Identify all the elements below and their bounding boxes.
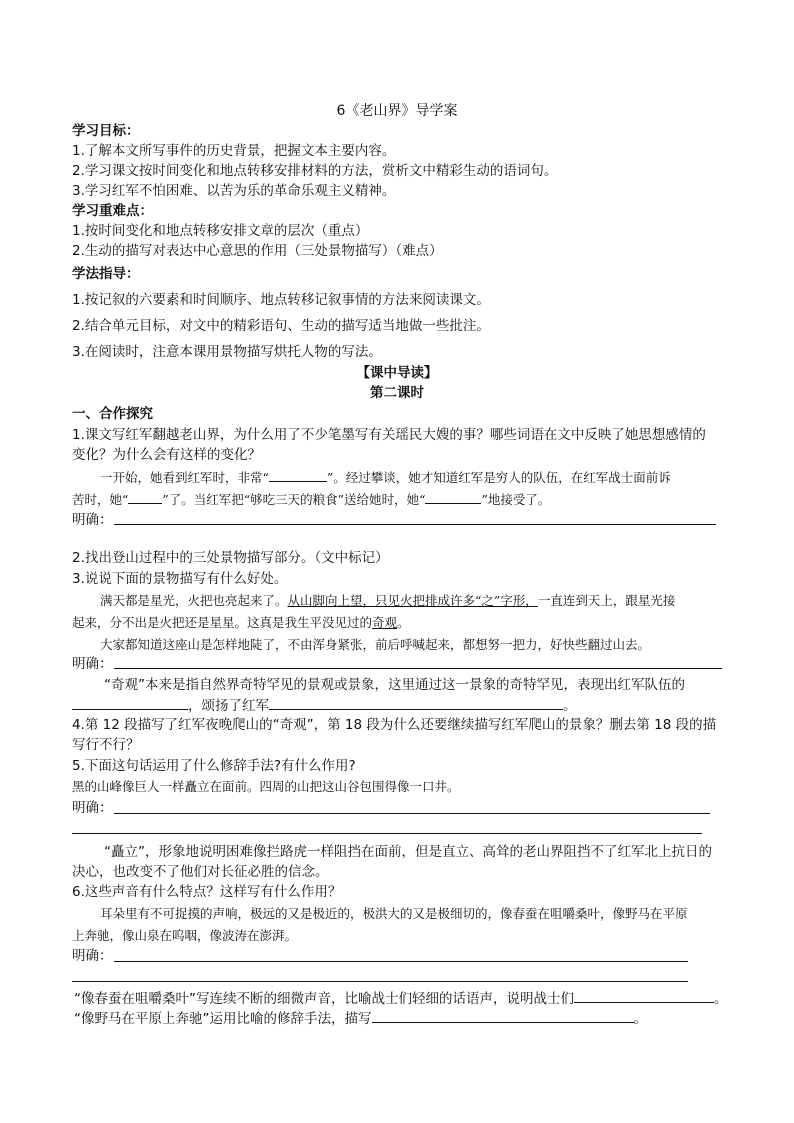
method-heading: 学法指导： xyxy=(72,266,140,282)
question-3-quote-1: 满天都是星光，火把也亮起来了。从山脚向上望，只见火把排成许多“之”字形，一直连到天上，跟星光接 xyxy=(100,593,676,608)
part-one-heading: 一、合作探究 xyxy=(72,406,153,422)
answer-blank[interactable] xyxy=(72,695,188,710)
question-4-line-2: 写行不行？ xyxy=(72,737,140,753)
goal-item: 2.学习课文按时间变化和地点转移安排材料的方法，赏析文中精彩生动的语词句。 xyxy=(72,163,558,179)
question-1-line-1: 1.课文写红军翻越老山界，为什么用了不少笔墨写有关瑶民大嫂的事？哪些词语在文中反映了她思想感情的 xyxy=(72,427,706,443)
answer-label: 明确： xyxy=(72,948,113,964)
question-5-quote: 黑的山峰像巨人一样矗立在面前。四周的山把这山谷包围得像一口井。 xyxy=(72,779,460,794)
question-6: 6.这些声音有什么特点？这样写有什么作用？ xyxy=(72,884,342,900)
question-3-quote-3: 大家都知道这座山是怎样地陡了，不由浑身紧张，前后呼喊起来，都想努一把力，好快些翻过山去。 xyxy=(100,637,651,652)
answer-line[interactable] xyxy=(114,524,716,525)
page-title: 6《老山界》导学案 xyxy=(336,103,458,119)
question-5-note-1: “矗立”，形象地说明困难像拦路虎一样阻挡在面前，但是直立、高耸的老山界阻挡不了红军北上抗日的 xyxy=(104,844,712,860)
question-1-quote-2: 苦时，她“ ”了。当红军把“够吃三天的粮食”送给她时，她“ ”地接受了。 xyxy=(72,489,550,510)
question-2: 2.找出登山过程中的三处景物描写部分。（文中标记） xyxy=(72,550,389,566)
goals-heading: 学习目标： xyxy=(72,123,140,139)
answer-line[interactable] xyxy=(114,668,722,669)
key-point-item: 2.生动的描写对表达中心意思的作用（三处景物描写）（难点） xyxy=(72,243,443,259)
question-3-note-1: “奇观”本来是指自然界奇特罕见的景观或景象，这里通过这一景象的奇特罕见，表现出红军队伍的 xyxy=(104,677,685,693)
question-6-note-1: “像春蚕在咀嚼桑叶”写连续不断的细微声音，比喻战士们轻细的话语声，说明战士们 。 xyxy=(74,988,728,1009)
key-points-heading: 学习重难点： xyxy=(72,203,153,219)
question-5-note-2: 决心，也改变不了他们对长征必胜的信念。 xyxy=(72,864,329,880)
question-6-quote-1: 耳朵里有不可捉摸的声响，极远的又是极近的，极洪大的又是极细切的，像春蚕在咀嚼桑叶，像野马在平原 xyxy=(100,906,688,921)
method-item: 3.在阅读时，注意本课用景物描写烘托人物的写法。 xyxy=(72,344,382,360)
answer-blank[interactable] xyxy=(372,1008,634,1023)
method-item: 2.结合单元目标，对文中的精彩语句、生动的描写适当地做一些批注。 xyxy=(72,318,490,334)
question-6-note-2: “像野马在平原上奔驰”运用比喻的修辞手法，描写 。 xyxy=(74,1008,647,1029)
answer-blank[interactable] xyxy=(269,695,563,710)
question-1-quote-1: 一开始，她看到红军时，非常“ ”。经过攀谈，她才知道红军是穷人的队伍，在红军战士面前诉 xyxy=(100,467,671,488)
question-6-quote-2: 上奔驰，像山泉在呜咽，像波涛在澎湃。 xyxy=(72,928,298,943)
answer-line[interactable] xyxy=(114,813,710,814)
method-item: 1.按记叙的六要素和时间顺序、地点转移记叙事情的方法来阅读课文。 xyxy=(72,292,490,308)
question-3: 3.说说下面的景物描写有什么好处。 xyxy=(72,571,288,587)
answer-blank[interactable] xyxy=(128,489,162,504)
answer-blank[interactable] xyxy=(425,489,481,504)
goal-item: 1.了解本文所写事件的历史背景，把握文本主要内容。 xyxy=(72,143,396,159)
question-3-quote-2: 起来，分不出是火把还是星星。这真是我生平没见过的奇观。 xyxy=(72,615,410,630)
goal-item: 3.学习红军不怕困难、以苦为乐的革命乐观主义精神。 xyxy=(72,183,396,199)
question-5: 5.下面这句话运用了什么修辞手法?有什么作用? xyxy=(72,758,356,774)
answer-label: 明确： xyxy=(72,512,113,528)
answer-blank[interactable] xyxy=(574,988,714,1003)
answer-line[interactable] xyxy=(72,981,688,982)
answer-line[interactable] xyxy=(72,833,702,834)
answer-label: 明确： xyxy=(72,656,113,672)
section-title: 【课中导读】 xyxy=(356,365,438,381)
answer-line[interactable] xyxy=(114,961,688,962)
question-3-note-2: ，颂扬了红军 。 xyxy=(72,695,577,716)
answer-blank[interactable] xyxy=(269,467,327,482)
question-4-line-1: 4.第 12 段描写了红军夜晚爬山的“奇观”，第 18 段为什么还要继续描写红军爬山的景象？删去第 18 段的描 xyxy=(72,717,717,733)
answer-label: 明确： xyxy=(72,800,113,816)
question-1-line-2: 变化？为什么会有这样的变化？ xyxy=(72,447,261,463)
key-point-item: 1.按时间变化和地点转移安排文章的层次（重点） xyxy=(72,223,369,239)
lesson-title: 第二课时 xyxy=(370,385,424,401)
